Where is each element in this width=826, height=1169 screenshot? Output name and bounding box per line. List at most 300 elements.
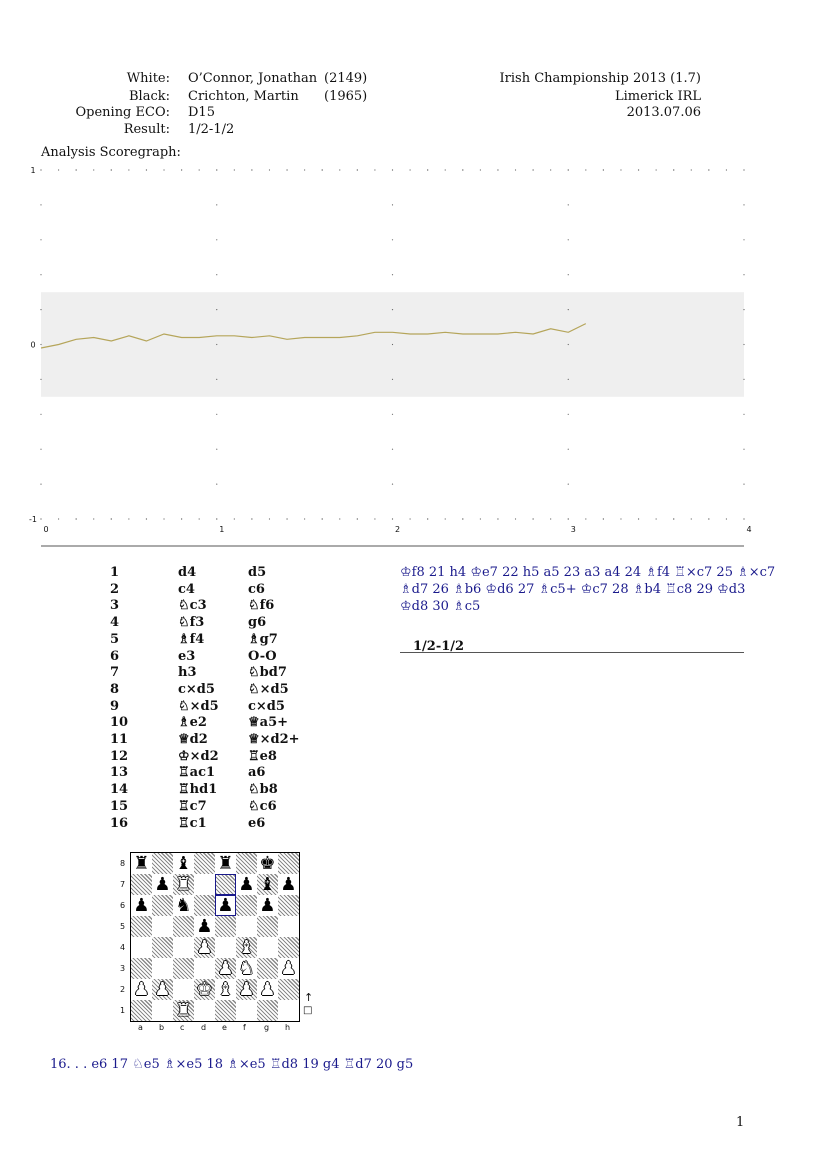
white-piece-e3: ♟ <box>217 958 234 979</box>
grid-dot <box>128 169 129 170</box>
grid-dot <box>181 518 182 519</box>
black-move: ♗g7 <box>248 631 278 647</box>
grid-dot <box>392 309 393 310</box>
grid-dot <box>743 344 744 345</box>
grid-dot <box>568 414 569 415</box>
move-number: 11 <box>110 732 129 747</box>
grid-dot <box>357 169 358 170</box>
grid-dot <box>216 309 217 310</box>
grid-dot <box>392 484 393 485</box>
grid-dot <box>216 484 217 485</box>
y-tick-label: 0 <box>30 340 36 350</box>
grid-dot <box>480 169 481 170</box>
board-square-h1 <box>278 1000 299 1021</box>
move-number: 4 <box>110 615 120 631</box>
grid-dot <box>234 169 235 170</box>
board-square-g3 <box>257 958 278 979</box>
move-row <box>110 782 350 799</box>
grid-dot <box>497 169 498 170</box>
grid-dot <box>234 518 235 519</box>
grid-dot <box>146 518 147 519</box>
black-move: g6 <box>248 615 267 631</box>
grid-dot <box>128 518 129 519</box>
grid-dot <box>286 518 287 519</box>
move-row <box>110 632 350 649</box>
move-number: 3 <box>110 598 120 614</box>
event-name: Irish Championship 2013 (1.7) <box>499 71 701 86</box>
board-square-a3 <box>131 958 152 979</box>
file-label: d <box>201 1023 207 1032</box>
black-move: ♕a5+ <box>248 715 289 731</box>
grid-dot <box>708 518 709 519</box>
eco-label: Opening ECO: <box>75 105 170 120</box>
grid-dot <box>743 204 744 205</box>
side-to-move-indicator: □ <box>303 1005 313 1016</box>
black-move: c×d5 <box>248 698 285 714</box>
grid-dot <box>480 518 481 519</box>
move-number: 16 <box>110 815 129 831</box>
grid-dot <box>409 518 410 519</box>
rank-label: 7 <box>120 880 126 889</box>
black-piece-g8: ♚ <box>259 853 276 874</box>
result-label: Result: <box>123 122 170 137</box>
grid-dot <box>743 309 744 310</box>
grid-dot <box>568 344 569 345</box>
grid-dot <box>374 169 375 170</box>
grid-dot <box>40 204 41 205</box>
grid-dot <box>743 414 744 415</box>
grid-dot <box>76 169 77 170</box>
board-square-c5 <box>173 916 194 937</box>
move-row <box>110 816 350 833</box>
grid-dot <box>743 518 744 519</box>
black-piece-g6: ♟ <box>259 895 276 916</box>
final-result: 1/2-1/2 <box>413 639 465 654</box>
board-square-a7 <box>131 874 152 895</box>
grid-dot <box>76 518 77 519</box>
variation-line-2: ♗d7 26 ♗b6 ♔d6 27 ♗c5+ ♔c7 28 ♗b4 ♖c8 29 ♔d3 <box>400 582 746 597</box>
event-date: 2013.07.06 <box>626 105 701 120</box>
rank-label: 4 <box>120 943 126 952</box>
grid-dot <box>216 379 217 380</box>
chess-board <box>130 852 300 1022</box>
board-square-g1 <box>257 1000 278 1021</box>
grid-dot <box>199 169 200 170</box>
result-value: 1/2-1/2 <box>188 122 235 137</box>
white-piece-a2: ♟ <box>133 979 150 1000</box>
grid-dot <box>322 518 323 519</box>
board-square-f8 <box>236 853 257 874</box>
white-piece-f2: ♟ <box>238 979 255 1000</box>
file-label: a <box>138 1023 143 1032</box>
white-move: ♖c7 <box>178 798 207 814</box>
grid-dot <box>603 518 604 519</box>
file-label: g <box>264 1023 270 1032</box>
black-move: ♖e8 <box>248 748 277 764</box>
side-to-move-arrow-icon: ↑ <box>304 991 314 1004</box>
black-label: Black: <box>129 89 170 104</box>
black-move: ♘f6 <box>248 598 275 614</box>
move-number: 7 <box>110 665 120 681</box>
grid-dot <box>568 239 569 240</box>
white-move: ♕d2 <box>178 732 208 747</box>
move-row <box>110 699 350 716</box>
move-number: 6 <box>110 648 120 664</box>
grid-dot <box>163 169 164 170</box>
white-piece-e2: ♝ <box>217 979 234 1000</box>
grid-dot <box>691 518 692 519</box>
grid-dot <box>251 169 252 170</box>
file-label: f <box>243 1023 246 1032</box>
move-number: 9 <box>110 698 120 714</box>
rank-label: 3 <box>120 964 126 973</box>
grid-dot <box>40 274 41 275</box>
grid-dot <box>392 344 393 345</box>
black-move: d5 <box>248 565 267 580</box>
white-move: ♗e2 <box>178 715 207 731</box>
black-move: a6 <box>248 765 266 781</box>
black-move: e6 <box>248 815 266 831</box>
black-piece-f7: ♟ <box>238 874 255 895</box>
black-move: ♕×d2+ <box>248 732 300 747</box>
x-tick-label: 1 <box>219 525 225 534</box>
scoregraph-chart <box>0 0 826 560</box>
grid-dot <box>620 169 621 170</box>
move-row <box>110 749 350 766</box>
board-square-a4 <box>131 937 152 958</box>
grid-dot <box>427 169 428 170</box>
grid-dot <box>40 309 41 310</box>
grid-dot <box>40 169 41 170</box>
move-row <box>110 649 350 666</box>
grid-dot <box>111 169 112 170</box>
grid-dot <box>392 414 393 415</box>
grid-dot <box>216 169 217 170</box>
white-move: ♖ac1 <box>178 765 216 781</box>
move-number: 13 <box>110 765 129 781</box>
grid-dot <box>462 169 463 170</box>
grid-dot <box>673 518 674 519</box>
board-square-f5 <box>236 916 257 937</box>
move-number: 15 <box>110 798 129 814</box>
grid-dot <box>445 169 446 170</box>
black-piece-e8: ♜ <box>217 853 234 874</box>
grid-dot <box>638 518 639 519</box>
move-number: 12 <box>110 748 129 764</box>
board-square-e4 <box>215 937 236 958</box>
move-row <box>110 565 350 582</box>
grid-dot <box>568 379 569 380</box>
board-square-g4 <box>257 937 278 958</box>
board-square-h8 <box>278 853 299 874</box>
board-square-d8 <box>194 853 215 874</box>
grid-dot <box>515 169 516 170</box>
grid-dot <box>726 518 727 519</box>
grid-dot <box>216 344 217 345</box>
rank-label: 6 <box>120 901 126 910</box>
grid-dot <box>620 518 621 519</box>
grid-dot <box>550 518 551 519</box>
grid-dot <box>550 169 551 170</box>
grid-dot <box>269 169 270 170</box>
grid-dot <box>409 169 410 170</box>
black-move: O-O <box>248 648 277 664</box>
board-square-a1 <box>131 1000 152 1021</box>
grid-dot <box>40 239 41 240</box>
grid-dot <box>656 518 657 519</box>
board-square-f1 <box>236 1000 257 1021</box>
file-label: e <box>222 1023 227 1032</box>
move-row <box>110 598 350 615</box>
board-square-b5 <box>152 916 173 937</box>
grid-dot <box>743 274 744 275</box>
white-piece-b2: ♟ <box>154 979 171 1000</box>
grid-dot <box>40 518 41 519</box>
white-move: ♖hd1 <box>178 782 218 798</box>
eco-value: D15 <box>188 105 215 120</box>
grid-dot <box>708 169 709 170</box>
rank-label: 1 <box>120 1006 126 1015</box>
grid-dot <box>40 414 41 415</box>
file-label: b <box>159 1023 165 1032</box>
board-square-g5 <box>257 916 278 937</box>
grid-dot <box>638 169 639 170</box>
white-move: ♘f3 <box>178 615 205 631</box>
x-tick-label: 0 <box>43 525 49 534</box>
grid-dot <box>497 518 498 519</box>
white-move: e3 <box>178 648 196 664</box>
grid-dot <box>304 169 305 170</box>
black-move: ♘b8 <box>248 782 278 798</box>
variation-continuation: 16. . . e6 17 ♘e5 ♗×e5 18 ♗×e5 ♖d8 19 g4 ♖d7 20 g5 <box>50 1057 414 1072</box>
grid-dot <box>374 518 375 519</box>
grid-dot <box>533 169 534 170</box>
board-square-a5 <box>131 916 152 937</box>
board-square-h6 <box>278 895 299 916</box>
white-player-name: O’Connor, Jonathan <box>188 71 318 86</box>
black-move: ♘c6 <box>248 798 277 814</box>
grid-dot <box>568 169 569 170</box>
board-square-e5 <box>215 916 236 937</box>
x-tick-label: 4 <box>746 525 752 534</box>
white-move: h3 <box>178 665 197 681</box>
grid-dot <box>93 169 94 170</box>
y-tick-label: 1 <box>30 166 36 175</box>
grid-dot <box>568 484 569 485</box>
result-rule <box>400 652 744 653</box>
black-piece-a8: ♜ <box>133 853 150 874</box>
grid-dot <box>673 169 674 170</box>
board-square-b8 <box>152 853 173 874</box>
grid-dot <box>392 379 393 380</box>
page-number: 1 <box>736 1115 745 1130</box>
move-number: 5 <box>110 631 120 647</box>
black-move: ♘bd7 <box>248 665 287 681</box>
grid-dot <box>427 518 428 519</box>
grid-dot <box>40 484 41 485</box>
black-player-name: Crichton, Martin <box>188 89 299 104</box>
x-tick-label: 2 <box>394 525 401 534</box>
white-piece-f4: ♝ <box>238 937 255 958</box>
white-move: d4 <box>178 565 197 580</box>
grid-dot <box>216 204 217 205</box>
grid-dot <box>392 518 393 519</box>
y-tick-label: -1 <box>29 515 37 524</box>
white-move: ♘c3 <box>178 598 207 614</box>
grid-dot <box>533 518 534 519</box>
board-square-h2 <box>278 979 299 1000</box>
grid-dot <box>743 484 744 485</box>
move-number: 8 <box>110 681 120 697</box>
board-square-f6 <box>236 895 257 916</box>
black-player-rating: (1965) <box>324 89 368 104</box>
last-move-highlight <box>215 874 236 895</box>
rank-label: 8 <box>120 859 126 868</box>
grid-dot <box>58 518 59 519</box>
move-row <box>110 765 350 782</box>
grid-dot <box>445 518 446 519</box>
move-row <box>110 615 350 632</box>
white-move: c×d5 <box>178 681 215 697</box>
white-piece-c7: ♜ <box>175 874 192 895</box>
black-piece-g7: ♝ <box>259 874 276 895</box>
white-piece-h3: ♟ <box>280 958 297 979</box>
black-piece-c8: ♝ <box>175 853 192 874</box>
file-label: c <box>180 1023 185 1032</box>
white-piece-f3: ♞ <box>238 958 255 979</box>
black-piece-b7: ♟ <box>154 874 171 895</box>
board-square-h4 <box>278 937 299 958</box>
variation-line-1: ♔f8 21 h4 ♔e7 22 h5 a5 23 a3 a4 24 ♗f4 ♖×c7 25 ♗×c7 <box>400 565 776 580</box>
white-move: ♗f4 <box>178 631 205 647</box>
grid-dot <box>392 274 393 275</box>
grid-dot <box>743 449 744 450</box>
board-square-b6 <box>152 895 173 916</box>
grid-dot <box>392 169 393 170</box>
grid-dot <box>163 518 164 519</box>
grid-dot <box>568 309 569 310</box>
grid-dot <box>216 239 217 240</box>
grid-dot <box>585 169 586 170</box>
x-tick-label: 3 <box>570 525 576 534</box>
grid-dot <box>199 518 200 519</box>
grid-dot <box>339 518 340 519</box>
black-move: ♘×d5 <box>248 681 289 697</box>
grid-dot <box>392 239 393 240</box>
grid-dot <box>216 449 217 450</box>
grid-dot <box>286 169 287 170</box>
board-square-h5 <box>278 916 299 937</box>
black-piece-h7: ♟ <box>280 874 297 895</box>
grid-dot <box>568 518 569 519</box>
board-square-e1 <box>215 1000 236 1021</box>
move-row <box>110 582 350 599</box>
white-move: ♔×d2 <box>178 748 219 764</box>
move-number: 14 <box>110 782 129 798</box>
grid-dot <box>304 518 305 519</box>
scoregraph-title: Analysis Scoregraph: <box>41 145 181 160</box>
grid-dot <box>743 379 744 380</box>
grid-dot <box>585 518 586 519</box>
move-number: 1 <box>110 565 120 580</box>
grid-dot <box>58 169 59 170</box>
file-label: h <box>285 1023 291 1032</box>
grid-dot <box>656 169 657 170</box>
board-square-b1 <box>152 1000 173 1021</box>
event-site: Limerick IRL <box>614 89 701 104</box>
grid-dot <box>146 169 147 170</box>
board-square-c4 <box>173 937 194 958</box>
move-row <box>110 732 350 749</box>
grid-dot <box>181 169 182 170</box>
white-piece-g2: ♟ <box>259 979 276 1000</box>
grid-dot <box>392 449 393 450</box>
white-move: c4 <box>178 581 195 597</box>
grid-dot <box>568 449 569 450</box>
white-player-rating: (2149) <box>324 71 368 86</box>
board-square-c3 <box>173 958 194 979</box>
board-square-d1 <box>194 1000 215 1021</box>
board-square-c2 <box>173 979 194 1000</box>
white-piece-d4: ♟ <box>196 937 213 958</box>
move-row <box>110 715 350 732</box>
move-row <box>110 665 350 682</box>
board-square-d3 <box>194 958 215 979</box>
black-piece-c6: ♞ <box>175 895 192 916</box>
grid-dot <box>251 518 252 519</box>
move-number: 2 <box>110 581 120 597</box>
grid-dot <box>216 274 217 275</box>
grid-dot <box>40 344 41 345</box>
move-number: 10 <box>110 715 129 731</box>
grid-dot <box>357 518 358 519</box>
grid-dot <box>93 518 94 519</box>
rank-label: 5 <box>120 922 126 931</box>
rank-label: 2 <box>120 985 126 994</box>
black-piece-a6: ♟ <box>133 895 150 916</box>
white-move: ♖c1 <box>178 815 207 831</box>
grid-dot <box>691 169 692 170</box>
white-piece-d2: ♚ <box>196 979 213 1000</box>
white-piece-c1: ♜ <box>175 1000 192 1021</box>
grid-dot <box>743 239 744 240</box>
move-row <box>110 799 350 816</box>
white-move: ♘×d5 <box>178 698 219 714</box>
grid-dot <box>40 379 41 380</box>
grid-dot <box>568 274 569 275</box>
grid-dot <box>392 204 393 205</box>
black-piece-d5: ♟ <box>196 916 213 937</box>
black-move: c6 <box>248 581 265 597</box>
grid-dot <box>216 518 217 519</box>
grid-dot <box>339 169 340 170</box>
grid-dot <box>216 414 217 415</box>
grid-dot <box>603 169 604 170</box>
white-label: White: <box>126 71 170 86</box>
grid-dot <box>462 518 463 519</box>
grid-dot <box>269 518 270 519</box>
grid-dot <box>568 204 569 205</box>
move-row <box>110 682 350 699</box>
grid-dot <box>743 169 744 170</box>
board-square-d7 <box>194 874 215 895</box>
grid-dot <box>40 449 41 450</box>
board-square-d6 <box>194 895 215 916</box>
grid-dot <box>322 169 323 170</box>
board-square-b4 <box>152 937 173 958</box>
grid-dot <box>111 518 112 519</box>
variation-line-3: ♔d8 30 ♗c5 <box>400 599 481 614</box>
